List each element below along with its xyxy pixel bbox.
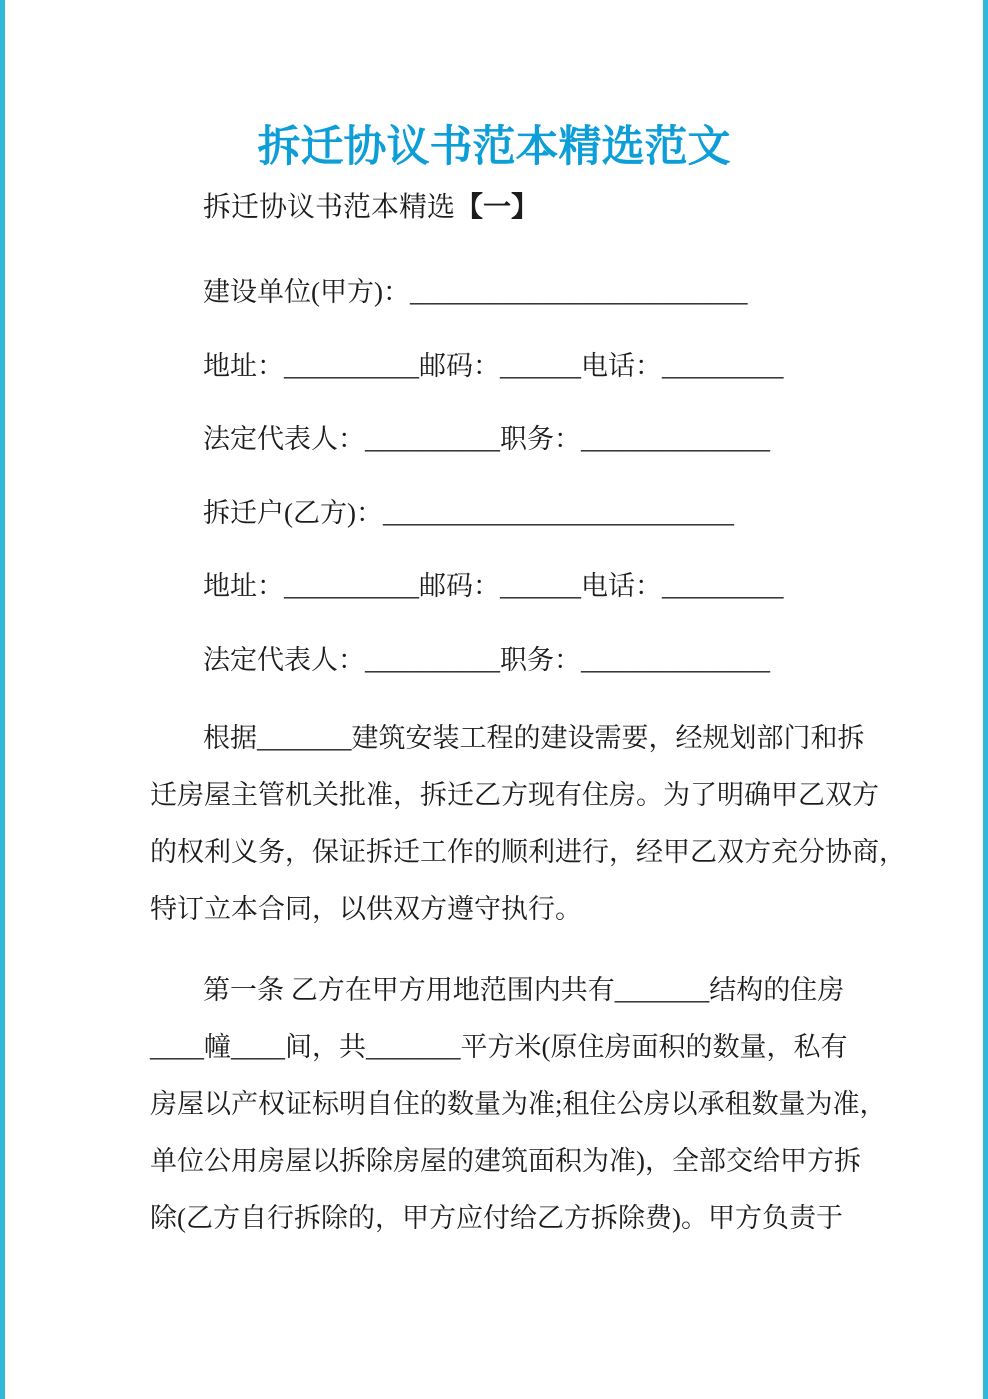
section-heading-text: 拆迁协议书范本精选 xyxy=(203,192,456,223)
section-heading xyxy=(203,192,539,224)
paragraph-article1-line-5: 除(乙方自行拆除的，甲方应付给乙方拆除费)。甲方负责于 xyxy=(150,1203,843,1233)
document-title: 拆迁协议书范本精选范文 xyxy=(257,124,731,171)
page-edge-right xyxy=(983,0,988,1399)
paragraph-article1-line-3: 房屋以产权证标明自住的数量为准;租住公房以承租数量为准， xyxy=(150,1089,887,1119)
section-number-marker: 【一】 xyxy=(455,192,540,223)
paragraph-preamble-line-1: 根据_______建筑安装工程的建设需要，经规划部门和拆 xyxy=(203,723,865,753)
form-line-party-b-representative: 法定代表人：__________职务：______________ xyxy=(203,645,770,675)
paragraph-preamble-line-4: 特订立本合同，以供双方遵守执行。 xyxy=(150,894,582,924)
paragraph-preamble-line-2: 迁房屋主管机关批准，拆迁乙方现有住房。为了明确甲乙双方 xyxy=(150,780,879,810)
form-line-party-a-name: 建设单位(甲方)：_________________________ xyxy=(203,277,748,307)
paragraph-article1-line-1: 第一条 乙方在甲方用地范围内共有_______结构的住房 xyxy=(203,975,845,1005)
page-edge-left xyxy=(0,0,5,1399)
form-line-party-a-representative: 法定代表人：__________职务：______________ xyxy=(203,424,770,454)
form-line-party-a-address: 地址：__________邮码：______电话：_________ xyxy=(203,351,784,381)
form-line-party-b-address: 地址：__________邮码：______电话：_________ xyxy=(203,571,784,601)
form-line-party-b-name: 拆迁户(乙方)：__________________________ xyxy=(203,498,734,528)
paragraph-preamble-line-3: 的权利义务，保证拆迁工作的顺利进行，经甲乙双方充分协商， xyxy=(150,837,906,867)
paragraph-article1-line-4: 单位公用房屋以拆除房屋的建筑面积为准)，全部交给甲方拆 xyxy=(150,1146,861,1176)
paragraph-article1-line-2: ____幢____间，共_______平方米(原住房面积的数量，私有 xyxy=(150,1032,848,1062)
